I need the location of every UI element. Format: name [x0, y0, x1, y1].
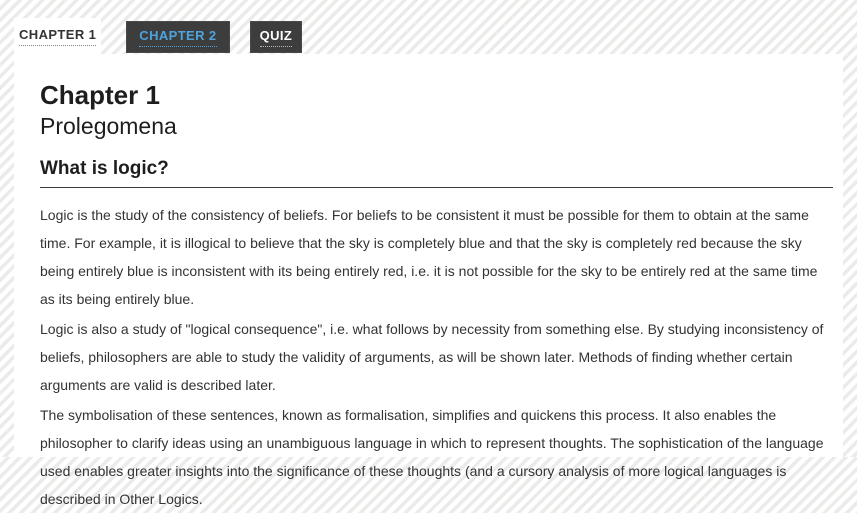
- chapter-subtitle: Prolegomena: [40, 113, 177, 139]
- tab-chapter-2[interactable]: [126, 21, 229, 53]
- tab-chapter-1[interactable]: [14, 18, 101, 54]
- paragraph: The symbolisation of these sentences, known as formalisation, simplifies and quickens this process. It also enables the philosopher to clarify ideas using an unambiguous language in which to represent thoughts. The sophistication of the language used enables greater insights into the significance of these thoughts (and a cursory analysis of more logical languages is described in Other Logics.: [40, 407, 824, 507]
- tab-chapter-1-link[interactable]: CHAPTER 1: [19, 27, 96, 46]
- content-panel: [14, 54, 843, 507]
- tab-quiz[interactable]: [250, 21, 303, 53]
- section-heading: What is logic?: [40, 158, 833, 188]
- chapter-title: Chapter 1: [40, 80, 160, 110]
- tab-quiz-link[interactable]: QUIZ: [260, 28, 293, 47]
- tab-bar: [14, 18, 302, 54]
- tab-chapter-2-link[interactable]: CHAPTER 2: [139, 28, 216, 47]
- paragraph: Logic is the study of the consistency of beliefs. For beliefs to be consistent it must be possible for them to obtain at the same time. For example, it is illogical to believe that the sky is completely blue and that the sky is completely red because the sky being entirely blue is inconsistent with its being entirely red, i.e. it is not possible for the sky to be entirely red at the same time as its being entirely blue.: [40, 207, 818, 307]
- section-body: [40, 201, 833, 513]
- paragraph: Logic is also a study of "logical consequence", i.e. what follows by necessity from something else. By studying inconsistency of beliefs, philosophers are able to study the validity of arguments, as will be shown later. Methods of finding whether certain arguments are valid is described later.: [40, 321, 824, 393]
